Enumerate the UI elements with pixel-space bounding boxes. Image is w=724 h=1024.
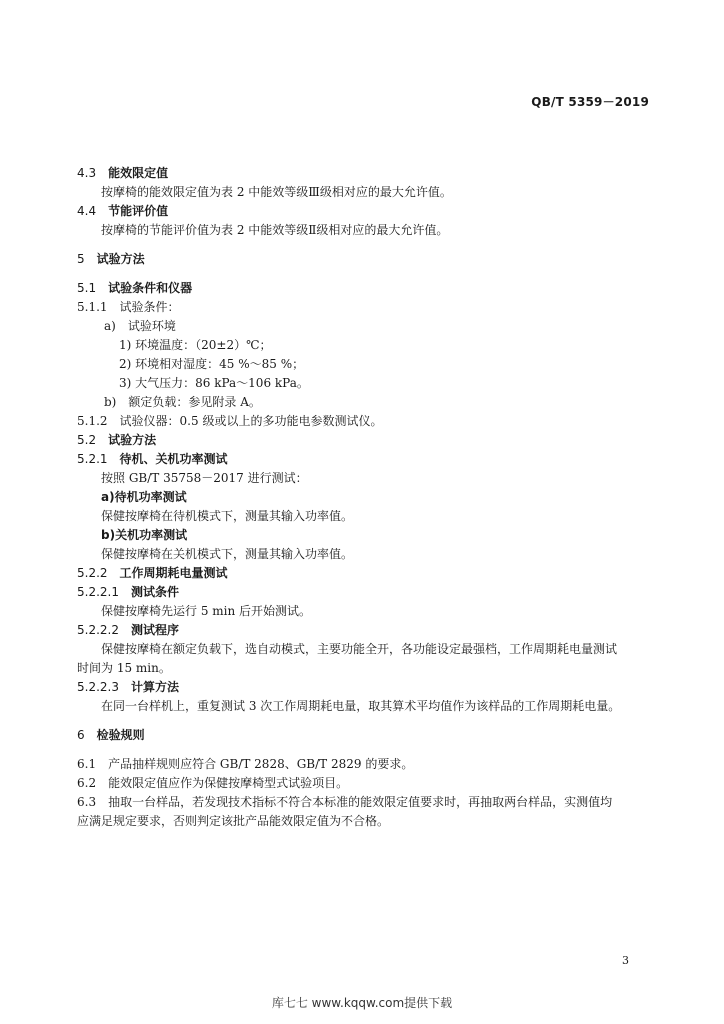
- heading-5-2-2-2: 5.2.2.2 测试程序: [77, 623, 179, 637]
- paragraph-5-2-2-2-line2: 时间为 15 min。: [77, 661, 171, 675]
- paragraph-5-2-2-3: 在同一台样机上，重复测试 3 次工作周期耗电量，取其算术平均值作为该样品的工作周期耗电量。: [101, 699, 621, 713]
- subheading-off-power: b)关机功率测试: [101, 528, 188, 542]
- page-number: 3: [622, 954, 629, 967]
- clause-6-3-line2: 应满足规定要求，否则判定该批产品能效限定值为不合格。: [77, 814, 390, 828]
- heading-4-3: 4.3 能效限定值: [77, 166, 169, 180]
- paragraph-5-2-2-1: 保健按摩椅先运行 5 min 后开始测试。: [101, 604, 312, 618]
- paragraph-4-3: 按摩椅的能效限定值为表 2 中能效等级Ⅲ级相对应的最大允许值。: [101, 185, 452, 199]
- clause-6-1: 6.1 产品抽样规则应符合 GB/T 2828、GB/T 2829 的要求。: [77, 757, 414, 771]
- paragraph-off-power: 保健按摩椅在关机模式下，测量其输入功率值。: [101, 547, 354, 561]
- paragraph-5-2-2-2-line1: 保健按摩椅在额定负载下，选自动模式，主要功能全开，各功能设定最强档，工作周期耗电量测试: [101, 642, 618, 656]
- heading-5-2-1: 5.2.1 待机、关机功率测试: [77, 452, 228, 466]
- heading-6: 6 检验规则: [77, 728, 145, 742]
- subheading-standby-power: a)待机功率测试: [101, 490, 187, 504]
- list-subitem: 3) 大气压力：86 kPa～106 kPa。: [119, 376, 309, 390]
- clause-5-1-2: 5.1.2 试验仪器：0.5 级或以上的多功能电参数测试仪。: [77, 414, 383, 428]
- standard-number: QB/T 5359－2019: [531, 95, 649, 109]
- list-subitem: 1) 环境温度：（20±2）℃；: [119, 338, 272, 352]
- list-item-b: b) 额定负载：参见附录 A。: [104, 395, 261, 409]
- clause-6-2: 6.2 能效限定值应作为保健按摩椅型式试验项目。: [77, 776, 349, 790]
- paragraph-standby-power: 保健按摩椅在待机模式下，测量其输入功率值。: [101, 509, 354, 523]
- heading-4-4: 4.4 节能评价值: [77, 204, 169, 218]
- heading-5-2-2-1: 5.2.2.1 测试条件: [77, 585, 179, 599]
- download-footer: 库七七 www.kqqw.com提供下载: [271, 996, 453, 1010]
- heading-5-1: 5.1 试验条件和仪器: [77, 281, 193, 295]
- document-body: [77, 164, 657, 831]
- heading-5-2: 5.2 试验方法: [77, 433, 157, 447]
- heading-5-1-1: 5.1.1 试验条件：: [77, 300, 180, 314]
- paragraph-5-2-1-intro: 按照 GB/T 35758－2017 进行测试：: [101, 471, 308, 485]
- heading-5-2-2-3: 5.2.2.3 计算方法: [77, 680, 179, 694]
- list-item-a: a) 试验环境: [104, 319, 176, 333]
- heading-5: 5 试验方法: [77, 252, 145, 266]
- list-subitem: 2) 环境相对湿度：45 %～85 %；: [119, 357, 305, 371]
- heading-5-2-2: 5.2.2 工作周期耗电量测试: [77, 566, 228, 580]
- clause-6-3-line1: 6.3 抽取一台样品，若发现技术指标不符合本标准的能效限定值要求时，再抽取两台样品，实测值均: [77, 795, 613, 809]
- paragraph-4-4: 按摩椅的节能评价值为表 2 中能效等级Ⅱ级相对应的最大允许值。: [101, 223, 449, 237]
